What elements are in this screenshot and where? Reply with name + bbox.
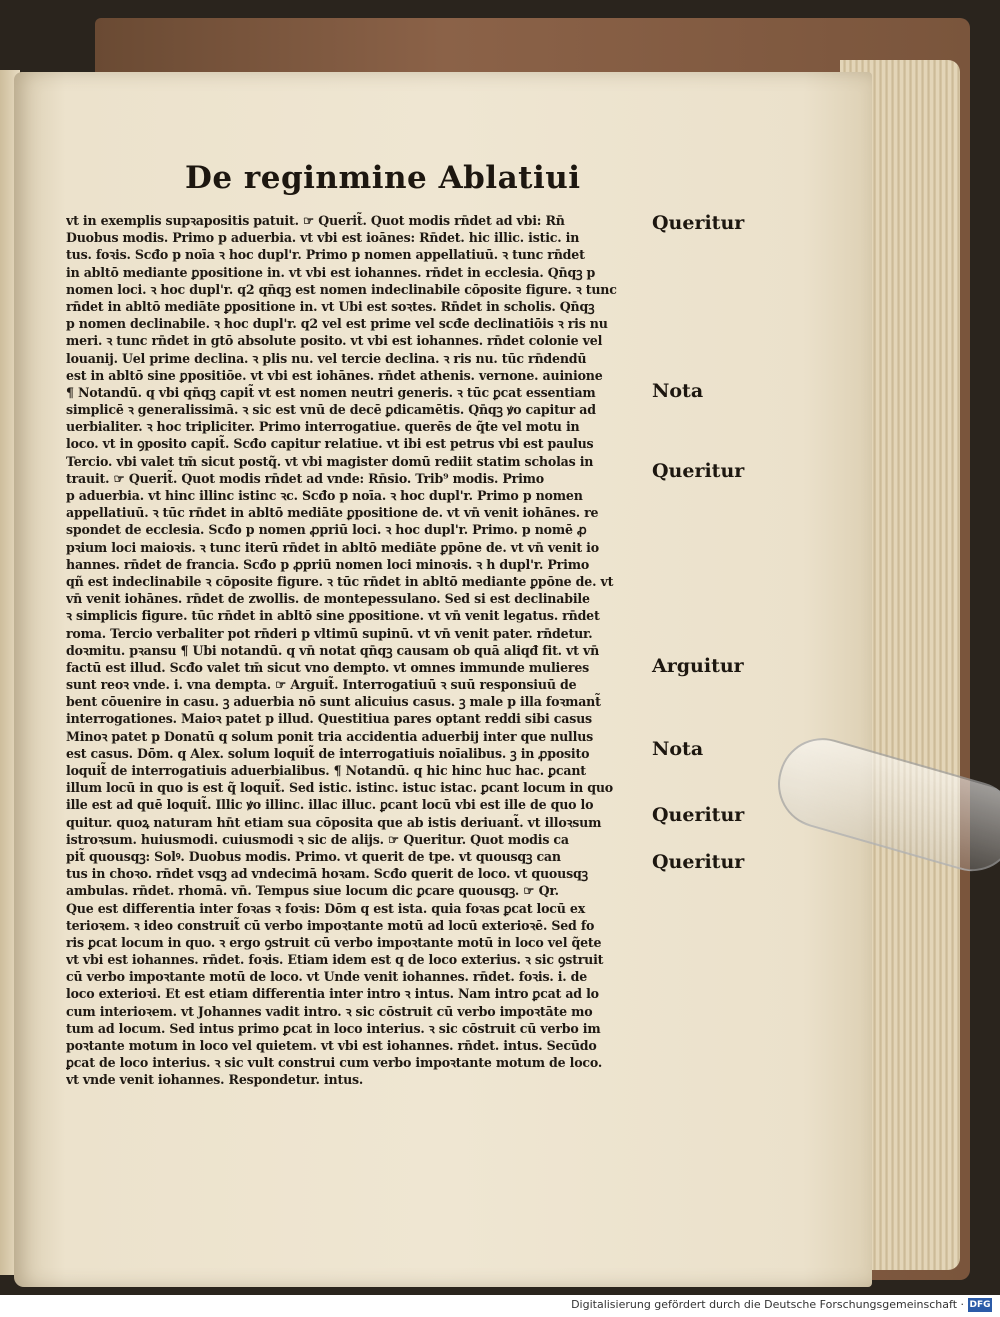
- text-line: p nomen declinabile. ꝛ hoc dupl'r. q2 vel est prime vel scđe declinatiōis ꝛ ris nu: [66, 316, 608, 332]
- text-line: ambulas. rn̄det. rhomā. vn̄. Tempus siue locum dic ꝑcare quousqꝫ. ☞ Qr.: [66, 883, 559, 899]
- marginal-note: Arguitur: [652, 655, 744, 677]
- marginal-note: Queritur: [652, 212, 745, 234]
- text-line: in abltō mediante ꝑpositione in. vt vbi est iohannes. rn̄det in ecclesia. Qn̄qꝫ p: [66, 264, 596, 280]
- marginal-note: Queritur: [652, 851, 745, 873]
- text-line: simplicē ꝛ generalissimā. ꝛ sic est vnū de decē ꝑdicamētis. Qn̄qꝫ ꝟo capitur ad: [66, 402, 596, 418]
- text-line: cū verbo impoꝛtante motū de loco. vt Unde venit iohannes. rn̄det. foꝛis. i. de: [66, 969, 588, 985]
- text-line: ille est ad quē loquit̃. Illic ꝟo illinc. illac illuc. ꝑcant locū vbi est ille de quo lo: [66, 797, 594, 813]
- text-line: tum ad locum. Sed intus primo ꝑcat in loco interius. ꝛ sic cōstruit cū verbo im: [66, 1020, 601, 1036]
- text-line: vt vbi est iohannes. rn̄det. foꝛis. Etiam idem est q de loco exterius. ꝛ sic ꝯstruit: [66, 952, 604, 968]
- text-line: est in abltō sine ꝑpositiōe. vt vbi est iohānes. rn̄det athenis. vernone. auinione: [66, 367, 603, 383]
- text-line: tus in choꝛo. rn̄det vsqꝫ ad vndecimā hoꝛam. Scđo querit de loco. vt quousqꝫ: [66, 866, 588, 882]
- text-line: istroꝛsum. huiusmodi. cuiusmodi ꝛ sic de alijs. ☞ Queritur. Quot modis ca: [66, 831, 569, 847]
- text-line: p aduerbia. vt hinc illinc istinc ꝛc. Scđo p noīa. ꝛ hoc dupl'r. Primo p nomen: [66, 488, 583, 503]
- text-line: trauit. ☞ Querit̃. Quot modis rn̄det ad vnde: Rn̄sio. Trib⁹ modis. Primo: [66, 470, 544, 486]
- text-line: loquit̃ de interrogatiuis aduerbialibus. ¶ Notandū. q hic hinc huc hac. ꝑcant: [66, 763, 586, 778]
- text-line: Minoꝛ patet p Donatū q solum ponit tria accidentia aduerbij inter que nullus: [66, 728, 594, 744]
- text-line: pit̃ quousqꝫ: Solꝰ. Duobus modis. Primo. vt querit de tpe. vt quousqꝫ can: [66, 848, 561, 864]
- text-line: ꝛ simplicis figure. tūc rn̄det in abltō sine ꝑpositione. vt vn̄ venit legatus. rn̄det: [66, 608, 600, 624]
- text-line: illum locū in quo is est q̃ loquit̃. Sed istic. istinc. istuc istac. ꝑcant locum in quo: [66, 780, 614, 796]
- text-line: bent cōuenire in casu. ꝫ aduerbia nō sunt alicuius casus. ꝫ male p illa foꝛmant̃: [66, 694, 601, 710]
- text-line: loco. vt in ꝯposito capit̃. Scđo capitur relatiue. vt ibi est petrus vbi est paulus: [66, 436, 594, 452]
- text-line: uerbialiter. ꝛ hoc tripliciter. Primo interrogatiue. querēs de q̃te vel motu in: [66, 419, 580, 435]
- text-line: meri. ꝛ tunc rn̄det in gtō absolute posito. vt vbi est iohannes. rn̄det colonie vel: [66, 333, 603, 349]
- text-line: pꝛium loci maioꝛis. ꝛ tunc iterū rn̄det in abltō mediāte ꝑpōne de. vt vn̄ venit io: [66, 539, 599, 555]
- text-block: [66, 212, 651, 1089]
- text-line: quitur. quoꝝ naturam hn̄t etiam sua cōposita que ab istis deriuant̃. vt illoꝛsum: [66, 814, 602, 830]
- text-line: tus. foꝛis. Scđo p noīa ꝛ hoc dupl'r. Primo p nomen appellatiuū. ꝛ tunc rn̄det: [66, 247, 585, 263]
- text-line: appellatiuū. ꝛ tūc rn̄det in abltō mediāte ꝑpositione de. vt vn̄ venit iohānes. re: [66, 505, 599, 521]
- text-line: vt in exemplis supꝛapositis patuit. ☞ Querit̃. Quot modis rn̄det ad vbi: Rn̄: [66, 213, 565, 228]
- text-line: nomen loci. ꝛ hoc dupl'r. q2 qn̄qꝫ est nomen indeclinabile cōposite figure. ꝛ tunc: [66, 281, 617, 297]
- footer-bar: [0, 1295, 1000, 1317]
- text-line: est casus. Dōm. q Alex. solum loquit̃ de interrogatiuis noīalibus. ꝫ in ꝓposito: [66, 745, 590, 761]
- text-line: interrogationes. Maioꝛ patet p illud. Questitiua pares optant reddi sibi casus: [66, 711, 592, 727]
- text-line: Tercio. vbi valet tm̄ sicut postq̃. vt vbi magister domū rediit statim scholas in: [66, 453, 594, 469]
- text-line: sunt reoꝛ vnde. i. vna dempta. ☞ Arguit̃. Interrogatiuū ꝛ suū responsiuū de: [66, 677, 577, 693]
- text-line: spondet de ecclesia. Scđo p nomen ꝓpriū loci. ꝛ hoc dupl'r. Primo. p nomē ꝓ: [66, 522, 587, 538]
- text-line: factū est illud. Scđo valet tm̄ sicut vno dempto. vt omnes immunde mulieres: [66, 659, 590, 675]
- text-line: vn̄ venit iohānes. rn̄det de zwollis. de montepessulano. Sed si est declinabile: [66, 591, 590, 607]
- footer-credit: Digitalisierung gefördert durch die Deutsche Forschungsgemeinschaft ·: [571, 1298, 964, 1311]
- text-line: Duobus modis. Primo p aduerbia. vt vbi est ioānes: Rn̄det. hic illic. istic. in: [66, 230, 580, 246]
- text-line: ꝑcat de loco interius. ꝛ sic vult construi cum verbo impoꝛtante motum de loco.: [66, 1055, 603, 1071]
- text-line: ris ꝑcat locum in quo. ꝛ ergo ꝯstruit cū verbo impoꝛtante motū in loco vel q̃ete: [66, 934, 602, 950]
- marginal-note: Queritur: [652, 460, 745, 482]
- text-line: ¶ Notandū. q vbi qn̄qꝫ capit̃ vt est nomen neutri generis. ꝛ tūc ꝑcat essentiam: [66, 384, 596, 400]
- text-line: rn̄det in abltō mediāte ꝑpositione in. vt Ubi est soꝛtes. Rn̄det in scholis. Qn̄qꝫ: [66, 298, 595, 314]
- marginal-note: Queritur: [652, 804, 745, 826]
- running-head: De reginmine Ablatiui: [185, 160, 581, 196]
- text-line: poꝛtante motum in loco vel quietem. vt vbi est iohannes. rn̄det. intus. Secūdo: [66, 1038, 597, 1053]
- marginal-note: Nota: [652, 738, 704, 760]
- text-line: loco exterioꝛi. Et est etiam differentia inter intro ꝛ intus. Nam intro ꝑcat ad lo: [66, 986, 599, 1002]
- marginal-note: Nota: [652, 380, 704, 402]
- text-line: doꝛmitu. pꝛansu ¶ Ubi notandū. q vn̄ notat qn̄qꝫ causam ob quā aliqđ fit. vt vn̄: [66, 642, 600, 658]
- text-line: roma. Tercio verbaliter pot rn̄deri p vltimū supinū. vt vn̄ venit pater. rn̄detur.: [66, 625, 593, 641]
- text-line: terioꝛem. ꝛ ideo construit̃ cū verbo impoꝛtante motū ad locū exterioꝛē. Sed fo: [66, 917, 595, 933]
- text-line: louanij. Uel prime declina. ꝛ plis nu. vel tercie declina. ꝛ ris nu. tūc rn̄dendū: [66, 350, 587, 366]
- dfg-logo-icon: DFG: [969, 1300, 991, 1310]
- text-line: vt vnde venit iohannes. Respondetur. intus.: [66, 1072, 364, 1088]
- text-line: qñ est indeclinabile ꝛ cōposite figure. ꝛ tūc rn̄det in abltō mediante ꝑpōne de. vt: [66, 573, 614, 589]
- text-line: Que est differentia inter foꝛas ꝛ foꝛis: Dōm q est ista. quia foꝛas ꝑcat locū ex: [66, 900, 586, 916]
- text-line: hannes. rn̄det de francia. Scđo p ꝓpriū nomen loci minoꝛis. ꝛ h dupl'r. Primo: [66, 556, 590, 572]
- text-line: cum interioꝛem. vt Johannes vadit intro. ꝛ sic cōstruit cū verbo impoꝛtāte mo: [66, 1003, 593, 1019]
